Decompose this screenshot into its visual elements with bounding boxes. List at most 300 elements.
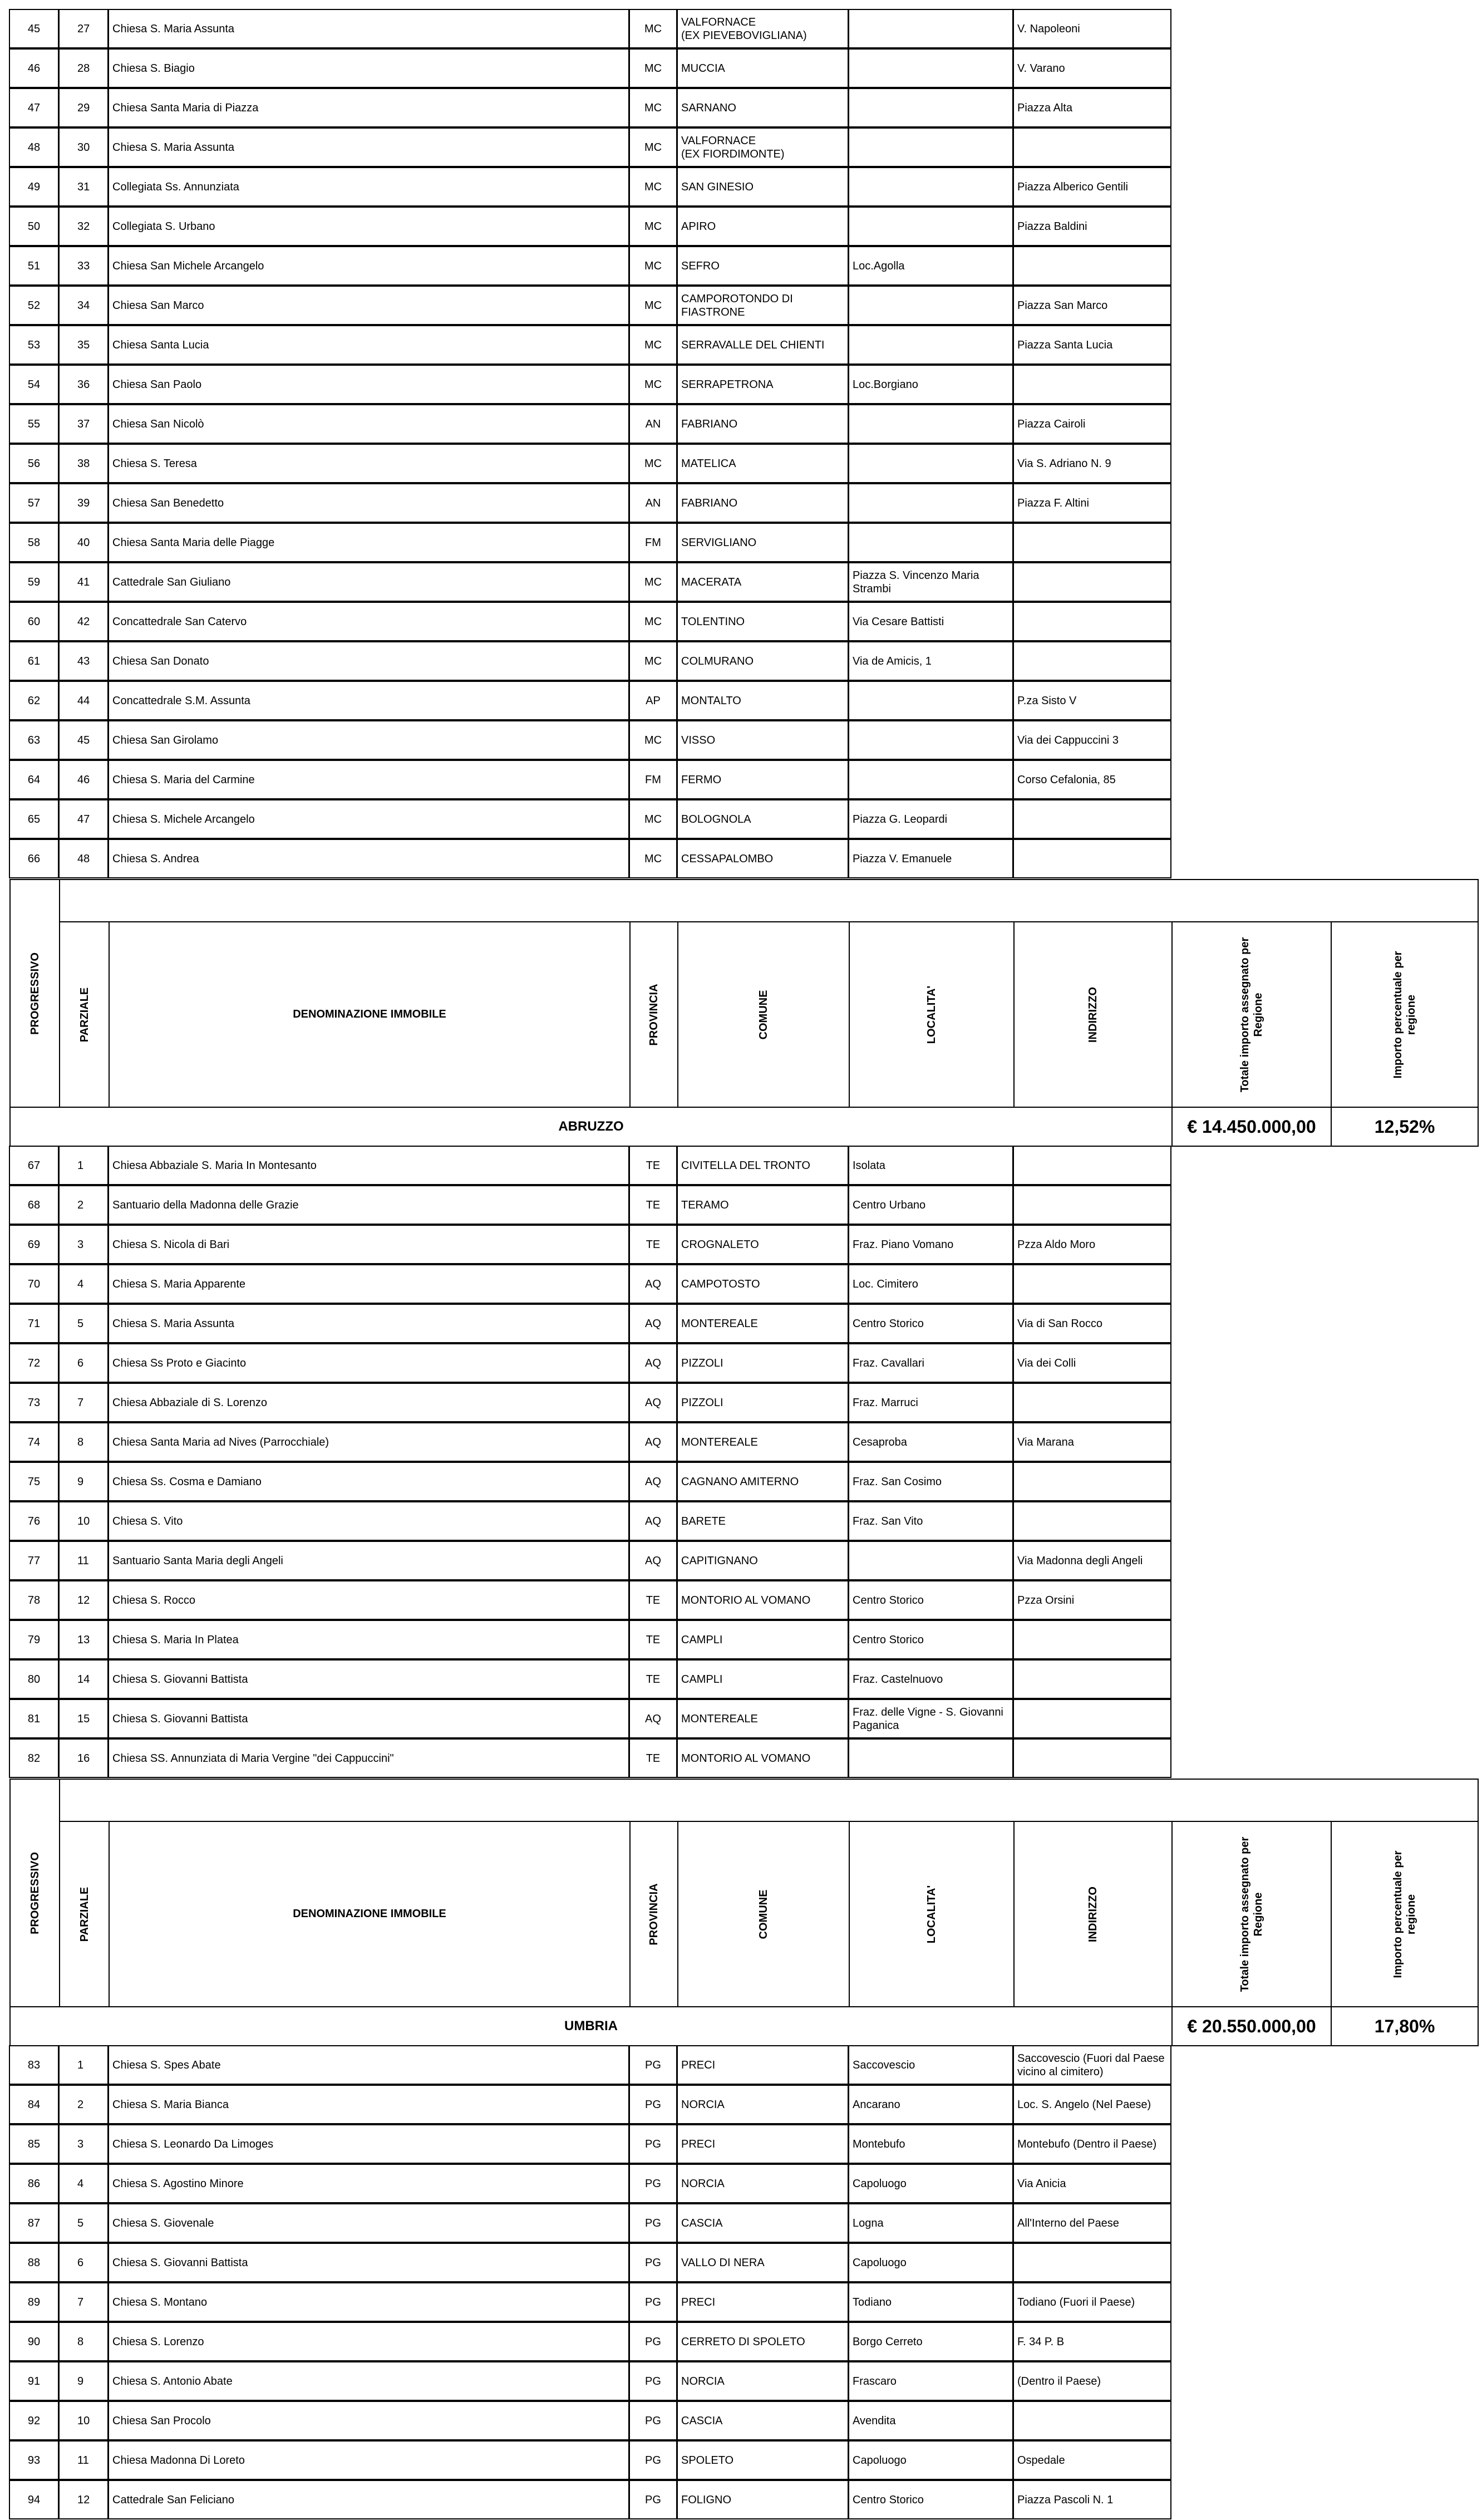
comune-cell [677, 602, 849, 641]
table-row [0, 1344, 1482, 1383]
localita-cell [848, 602, 1013, 641]
denominazione-cell-text: Collegiata Ss. Annunziata [112, 180, 239, 193]
progressivo-cell-text: 67 [27, 1159, 41, 1172]
comune-cell-text: MATELICA [681, 457, 736, 470]
table-row [0, 49, 1482, 89]
indirizzo-cell [1013, 1146, 1171, 1185]
indirizzo-cell [1013, 1462, 1171, 1501]
region-total-value: € 20.550.000,00 [1187, 2016, 1316, 2036]
parziale-cell-text: 48 [77, 852, 90, 865]
progressivo-cell-text: 77 [27, 1554, 41, 1567]
progressivo-cell-text: 76 [27, 1515, 41, 1527]
denominazione-cell-text: Chiesa S. Maria Assunta [112, 22, 234, 35]
localita-cell-text: Fraz. San Cosimo [853, 1475, 942, 1488]
comune-cell-text: CAMPLI [681, 1633, 723, 1646]
parziale-cell-text: 9 [77, 2375, 84, 2388]
progressivo-cell-text: 52 [27, 299, 41, 312]
denominazione-cell [108, 1541, 629, 1580]
parziale-cell [58, 1659, 109, 1699]
parziale-cell [58, 2282, 109, 2322]
table-row [0, 1541, 1482, 1581]
table-row [0, 602, 1482, 642]
denominazione-cell-text: Chiesa S. Leonardo Da Limoges [112, 2138, 274, 2150]
table-row [0, 839, 1482, 879]
localita-cell-text: Fraz. Marruci [853, 1396, 918, 1409]
progressivo-cell-text: 84 [27, 2098, 41, 2111]
table-row [0, 2322, 1482, 2362]
provincia-cell [629, 1146, 677, 1185]
indirizzo-cell-text: Piazza San Marco [1017, 299, 1108, 312]
parziale-cell-text: 14 [77, 1673, 90, 1686]
parziale-cell-text: 46 [77, 773, 90, 786]
comune-cell [677, 1343, 849, 1383]
localita-cell [848, 641, 1013, 681]
progressivo-cell [9, 1225, 59, 1264]
parziale-cell-text: 41 [77, 576, 90, 588]
progressivo-cell-text: 90 [27, 2335, 41, 2348]
provincia-cell-text: MC [644, 299, 662, 312]
provincia-cell-text: AN [645, 417, 661, 430]
localita-cell-text: Loc.Borgiano [853, 378, 918, 391]
progressivo-cell [9, 2124, 59, 2164]
header-totale-label: Totale importo assegnato per Regione [1239, 1836, 1264, 1992]
comune-cell-text: PIZZOLI [681, 1357, 723, 1369]
indirizzo-cell [1013, 444, 1171, 483]
progressivo-cell-text: 88 [27, 2256, 41, 2269]
parziale-cell-text: 10 [77, 2414, 90, 2427]
region-name: ABRUZZO [558, 1119, 624, 1134]
provincia-cell-text: MC [644, 141, 662, 154]
parziale-cell-text: 1 [77, 1159, 84, 1172]
table-row [0, 247, 1482, 286]
progressivo-cell [9, 1304, 59, 1343]
progressivo-cell-text: 51 [27, 259, 41, 272]
provincia-cell-text: MC [644, 180, 662, 193]
denominazione-cell-text: Chiesa S. Rocco [112, 1594, 195, 1607]
parziale-cell-text: 13 [77, 1633, 90, 1646]
parziale-cell [58, 167, 109, 207]
localita-cell [848, 2085, 1013, 2124]
parziale-cell [58, 2401, 109, 2440]
denominazione-cell-text: Concattedrale S.M. Assunta [112, 694, 250, 707]
progressivo-cell [9, 720, 59, 760]
progressivo-cell-text: 69 [27, 1238, 41, 1251]
table-row [0, 2046, 1482, 2085]
table-row [0, 168, 1482, 207]
localita-cell [848, 2243, 1013, 2282]
provincia-cell-text: MC [644, 734, 662, 746]
comune-cell [677, 1185, 849, 1225]
header-localita-label: LOCALITA' [925, 1885, 938, 1943]
provincia-cell [629, 167, 677, 207]
denominazione-cell-text: Chiesa Madonna Di Loreto [112, 2454, 245, 2467]
comune-cell-text: CAPITIGNANO [681, 1554, 758, 1567]
indirizzo-cell [1013, 88, 1171, 127]
localita-cell [848, 1383, 1013, 1422]
denominazione-cell-text: Chiesa S. Agostino Minore [112, 2177, 244, 2190]
localita-cell [848, 2124, 1013, 2164]
progressivo-cell-text: 94 [27, 2493, 41, 2506]
progressivo-cell [9, 2282, 59, 2322]
comune-cell [677, 1264, 849, 1304]
header-progressivo [9, 1779, 60, 2007]
indirizzo-cell [1013, 127, 1171, 167]
parziale-cell-text: 2 [77, 2098, 84, 2111]
header-denominazione [109, 1821, 631, 2007]
header-parziale [59, 921, 110, 1108]
denominazione-cell [108, 2282, 629, 2322]
progressivo-cell [9, 483, 59, 523]
comune-cell-text: SPOLETO [681, 2454, 734, 2467]
parziale-cell [58, 1383, 109, 1422]
header-comune [677, 921, 850, 1108]
header-comune-label: COMUNE [757, 1889, 770, 1939]
provincia-cell [629, 2045, 677, 2085]
header-parziale-label: PARZIALE [78, 1887, 91, 1942]
progressivo-cell-text: 93 [27, 2454, 41, 2467]
denominazione-cell-text: Chiesa S. Maria del Carmine [112, 773, 255, 786]
provincia-cell [629, 1620, 677, 1659]
provincia-cell-text: PG [645, 2493, 661, 2506]
parziale-cell [58, 799, 109, 839]
progressivo-cell [9, 246, 59, 286]
comune-cell-text: VALFORNACE (EX PIEVEBOVIGLIANA) [681, 16, 807, 42]
progressivo-cell-text: 72 [27, 1357, 41, 1369]
provincia-cell [629, 365, 677, 404]
denominazione-cell [108, 2243, 629, 2282]
provincia-cell [629, 1462, 677, 1501]
comune-cell-text: SARNANO [681, 101, 736, 114]
comune-cell-text: SAN GINESIO [681, 180, 754, 193]
denominazione-cell-text: Chiesa San Marco [112, 299, 204, 312]
denominazione-cell [108, 167, 629, 207]
localita-cell-text: Fraz. delle Vigne - S. Giovanni Paganica [853, 1706, 1003, 1732]
header-percentuale-label: Importo percentuale per regione [1392, 1850, 1417, 1978]
progressivo-cell-text: 73 [27, 1396, 41, 1409]
localita-cell-text: Via Cesare Battisti [853, 615, 944, 628]
progressivo-cell [9, 365, 59, 404]
denominazione-cell [108, 9, 629, 48]
indirizzo-cell-text: Via S. Adriano N. 9 [1017, 457, 1111, 470]
provincia-cell [629, 2361, 677, 2401]
progressivo-cell [9, 2045, 59, 2085]
indirizzo-cell-text: P.za Sisto V [1017, 694, 1077, 707]
provincia-cell-text: AP [646, 694, 661, 707]
localita-cell [848, 1699, 1013, 1738]
indirizzo-cell [1013, 1699, 1171, 1738]
parziale-cell-text: 7 [77, 1396, 84, 1409]
denominazione-cell [108, 1738, 629, 1778]
indirizzo-cell-text: Todiano (Fuori il Paese) [1017, 2296, 1135, 2308]
parziale-cell-text: 37 [77, 417, 90, 430]
indirizzo-cell [1013, 1501, 1171, 1541]
parziale-cell-text: 30 [77, 141, 90, 154]
denominazione-cell-text: Chiesa Santa Maria delle Piagge [112, 536, 275, 549]
progressivo-cell-text: 91 [27, 2375, 41, 2388]
comune-cell [677, 365, 849, 404]
localita-cell [848, 1659, 1013, 1699]
localita-cell [848, 2401, 1013, 2440]
localita-cell [848, 1264, 1013, 1304]
progressivo-cell-text: 55 [27, 417, 41, 430]
denominazione-cell [108, 88, 629, 127]
denominazione-cell-text: Chiesa S. Maria Assunta [112, 141, 234, 154]
denominazione-cell-text: Chiesa S. Maria Bianca [112, 2098, 229, 2111]
provincia-cell [629, 2203, 677, 2243]
indirizzo-cell-text: Piazza Cairoli [1017, 417, 1086, 430]
progressivo-cell-text: 47 [27, 101, 41, 114]
comune-cell-text: TERAMO [681, 1198, 729, 1211]
table-row [0, 1186, 1482, 1225]
indirizzo-cell-text: V. Varano [1017, 62, 1065, 75]
comune-cell [677, 2085, 849, 2124]
denominazione-cell-text: Chiesa S. Nicola di Bari [112, 1238, 230, 1251]
header-indirizzo [1013, 1821, 1173, 2007]
provincia-cell-text: TE [646, 1633, 661, 1646]
parziale-cell [58, 207, 109, 246]
denominazione-cell [108, 2361, 629, 2401]
denominazione-cell-text: Chiesa S. Montano [112, 2296, 208, 2308]
indirizzo-cell [1013, 365, 1171, 404]
comune-cell-text: FABRIANO [681, 417, 738, 430]
parziale-cell [58, 286, 109, 325]
header-totale [1171, 921, 1332, 1108]
table-row [0, 405, 1482, 444]
localita-cell [848, 286, 1013, 325]
comune-cell [677, 2045, 849, 2085]
comune-cell-text: VALFORNACE (EX FIORDIMONTE) [681, 134, 785, 160]
parziale-cell [58, 483, 109, 523]
provincia-cell [629, 602, 677, 641]
indirizzo-cell [1013, 2045, 1171, 2085]
provincia-cell-text: MC [644, 220, 662, 233]
indirizzo-cell-text: (Dentro il Paese) [1017, 2375, 1101, 2388]
comune-cell-text: MONTEREALE [681, 1317, 758, 1330]
indirizzo-cell-text: Pzza Aldo Moro [1017, 1238, 1096, 1251]
table-row [0, 2441, 1482, 2480]
indirizzo-cell-text: Corso Cefalonia, 85 [1017, 773, 1116, 786]
denominazione-cell-text: Chiesa Santa Lucia [112, 338, 209, 351]
denominazione-cell-text: Santuario della Madonna delle Grazie [112, 1198, 299, 1211]
comune-cell [677, 799, 849, 839]
table-row [0, 2401, 1482, 2441]
comune-cell-text: APIRO [681, 220, 716, 233]
indirizzo-cell [1013, 641, 1171, 681]
progressivo-cell [9, 2085, 59, 2124]
denominazione-cell-text: Chiesa S. Teresa [112, 457, 197, 470]
progressivo-cell [9, 1699, 59, 1738]
denominazione-cell [108, 1185, 629, 1225]
header-indirizzo-label: INDIRIZZO [1087, 986, 1099, 1043]
denominazione-cell [108, 1146, 629, 1185]
indirizzo-cell [1013, 2440, 1171, 2480]
provincia-cell-text: TE [646, 1673, 661, 1686]
localita-cell [848, 9, 1013, 48]
localita-cell [848, 681, 1013, 720]
parziale-cell-text: 4 [77, 1278, 84, 1290]
localita-cell [848, 1501, 1013, 1541]
comune-cell-text: MONTORIO AL VOMANO [681, 1752, 811, 1765]
comune-cell [677, 523, 849, 562]
region-total [1171, 2006, 1332, 2046]
parziale-cell [58, 1225, 109, 1264]
indirizzo-cell-text: Via di San Rocco [1017, 1317, 1103, 1330]
progressivo-cell [9, 127, 59, 167]
progressivo-cell [9, 1185, 59, 1225]
localita-cell-text: Capoluogo [853, 2256, 907, 2269]
parziale-cell-text: 8 [77, 2335, 84, 2348]
indirizzo-cell [1013, 562, 1171, 602]
comune-cell-text: MONTALTO [681, 694, 741, 707]
indirizzo-cell [1013, 167, 1171, 207]
progressivo-cell [9, 207, 59, 246]
table-row [0, 1462, 1482, 1502]
localita-cell-text: Piazza S. Vincenzo Maria Strambi [853, 569, 979, 595]
denominazione-cell-text: Chiesa S. Giovanni Battista [112, 1673, 248, 1686]
table-row [0, 1620, 1482, 1660]
comune-cell [677, 2243, 849, 2282]
denominazione-cell [108, 365, 629, 404]
parziale-cell [58, 2203, 109, 2243]
localita-cell-text: Ancarano [853, 2098, 900, 2111]
region-row [9, 1107, 1173, 1147]
comune-cell [677, 207, 849, 246]
comune-cell [677, 1422, 849, 1462]
denominazione-cell-text: Chiesa San Paolo [112, 378, 202, 391]
indirizzo-cell [1013, 1264, 1171, 1304]
parziale-cell [58, 1620, 109, 1659]
indirizzo-cell [1013, 1422, 1171, 1462]
parziale-cell [58, 444, 109, 483]
parziale-cell-text: 27 [77, 22, 90, 35]
provincia-cell-text: AQ [645, 1278, 661, 1290]
localita-cell [848, 523, 1013, 562]
localita-cell [848, 2440, 1013, 2480]
indirizzo-cell-text: Via Madonna degli Angeli [1017, 1554, 1143, 1567]
localita-cell [848, 839, 1013, 878]
denominazione-cell-text: Chiesa S. Giovenale [112, 2217, 214, 2229]
localita-cell-text: Cesaproba [853, 1436, 907, 1448]
provincia-cell [629, 2243, 677, 2282]
localita-cell [848, 2480, 1013, 2519]
parziale-cell [58, 1146, 109, 1185]
table-row [0, 1502, 1482, 1541]
indirizzo-cell [1013, 681, 1171, 720]
parziale-cell-text: 28 [77, 62, 90, 75]
comune-cell [677, 720, 849, 760]
localita-cell [848, 2203, 1013, 2243]
localita-cell [848, 48, 1013, 88]
comune-cell [677, 483, 849, 523]
progressivo-cell-text: 64 [27, 773, 41, 786]
progressivo-cell [9, 2401, 59, 2440]
comune-cell-text: MONTEREALE [681, 1436, 758, 1448]
parziale-cell-text: 42 [77, 615, 90, 628]
provincia-cell [629, 2322, 677, 2361]
parziale-cell [58, 1501, 109, 1541]
denominazione-cell-text: Chiesa S. Spes Abate [112, 2059, 221, 2071]
indirizzo-cell [1013, 1343, 1171, 1383]
parziale-cell-text: 40 [77, 536, 90, 549]
indirizzo-cell [1013, 9, 1171, 48]
table-row [0, 2125, 1482, 2164]
indirizzo-cell-text: Via Marana [1017, 1436, 1074, 1448]
localita-cell-text: Piazza V. Emanuele [853, 852, 952, 865]
region-percent-value: 12,52% [1374, 1116, 1435, 1137]
progressivo-cell [9, 48, 59, 88]
localita-cell-text: Piazza G. Leopardi [853, 813, 948, 826]
parziale-cell-text: 35 [77, 338, 90, 351]
localita-cell [848, 2322, 1013, 2361]
provincia-cell [629, 483, 677, 523]
parziale-cell [58, 681, 109, 720]
progressivo-cell [9, 1422, 59, 1462]
denominazione-cell [108, 1304, 629, 1343]
denominazione-cell [108, 48, 629, 88]
comune-cell [677, 2401, 849, 2440]
comune-cell [677, 404, 849, 444]
localita-cell [848, 1541, 1013, 1580]
comune-cell [677, 2164, 849, 2203]
provincia-cell-text: PG [645, 2217, 661, 2229]
denominazione-cell [108, 2480, 629, 2519]
denominazione-cell-text: Chiesa Ss. Cosma e Damiano [112, 1475, 262, 1488]
parziale-cell [58, 1738, 109, 1778]
comune-cell [677, 1304, 849, 1343]
parziale-cell [58, 1699, 109, 1738]
progressivo-cell [9, 562, 59, 602]
provincia-cell-text: MC [644, 101, 662, 114]
provincia-cell-text: TE [646, 1594, 661, 1607]
denominazione-cell [108, 2322, 629, 2361]
indirizzo-cell-text: F. 34 P. B [1017, 2335, 1065, 2348]
comune-cell [677, 1659, 849, 1699]
table-row [0, 9, 1482, 49]
localita-cell-text: Fraz. Piano Vomano [853, 1238, 954, 1251]
table-row [0, 1739, 1482, 1779]
provincia-cell-text: AQ [645, 1712, 661, 1725]
table-row [0, 2480, 1482, 2520]
parziale-cell-text: 11 [77, 2454, 89, 2467]
provincia-cell-text: MC [644, 22, 662, 35]
parziale-cell [58, 1343, 109, 1383]
denominazione-cell [108, 404, 629, 444]
table-row [0, 2283, 1482, 2322]
parziale-cell [58, 2045, 109, 2085]
localita-cell [848, 1620, 1013, 1659]
parziale-cell-text: 43 [77, 655, 90, 667]
comune-cell-text: CASCIA [681, 2414, 723, 2427]
parziale-cell-text: 5 [77, 1317, 84, 1330]
denominazione-cell [108, 207, 629, 246]
region-row [9, 2006, 1173, 2046]
provincia-cell-text: TE [646, 1238, 661, 1251]
denominazione-cell [108, 1383, 629, 1422]
indirizzo-cell-text: Piazza F. Altini [1017, 497, 1089, 509]
denominazione-cell-text: Collegiata S. Urbano [112, 220, 215, 233]
comune-cell-text: NORCIA [681, 2098, 725, 2111]
parziale-cell-text: 44 [77, 694, 90, 707]
progressivo-cell [9, 602, 59, 641]
parziale-cell-text: 6 [77, 1357, 84, 1369]
indirizzo-cell [1013, 2322, 1171, 2361]
progressivo-cell-text: 60 [27, 615, 41, 628]
header-top-band [59, 1779, 1479, 1822]
provincia-cell [629, 562, 677, 602]
progressivo-cell-text: 74 [27, 1436, 41, 1448]
region-name: UMBRIA [564, 2018, 618, 2033]
localita-cell-text: Avendita [853, 2414, 896, 2427]
